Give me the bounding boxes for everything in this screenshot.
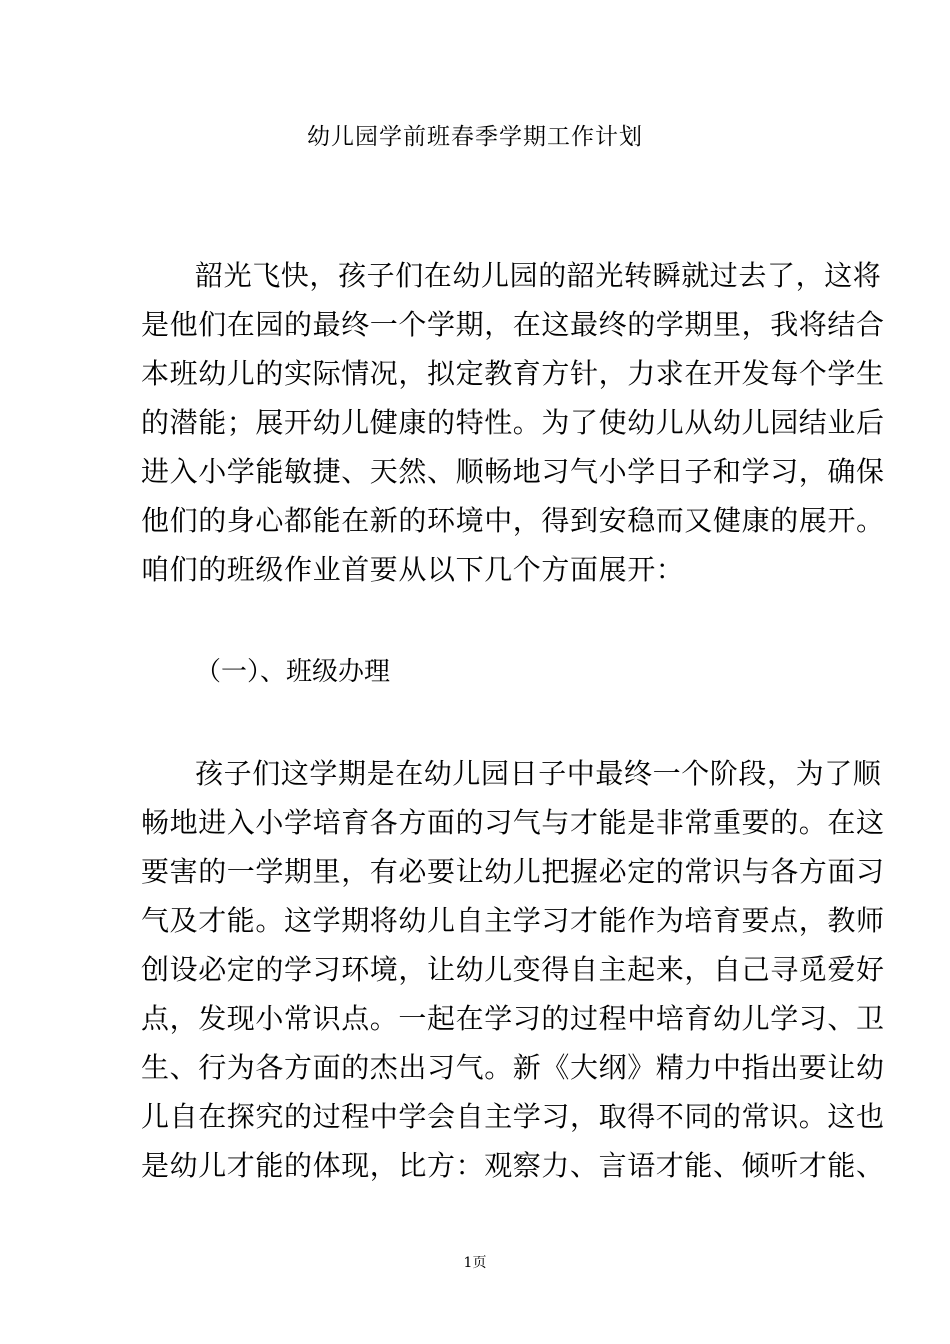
paragraph-2-line-8: 儿自在探究的过程中学会自主学习，取得不同的常识。这也 — [141, 1100, 885, 1133]
paragraph-2-line-4: 气及才能。这学期将幼儿自主学习才能作为培育要点，教师 — [141, 904, 885, 937]
paragraph-1-line-7: 咱们的班级作业首要从以下几个方面展开： — [141, 553, 685, 586]
paragraph-1-line-1: 韶光飞快，孩子们在幼儿园的韶光转瞬就过去了，这将 — [195, 259, 882, 292]
paragraph-2-line-2: 畅地进入小学培育各方面的习气与才能是非常重要的。在这 — [141, 806, 885, 839]
paragraph-2-line-1: 孩子们这学期是在幼儿园日子中最终一个阶段，为了顺 — [195, 757, 882, 790]
paragraph-2-line-6: 点，发现小常识点。一起在学习的过程中培育幼儿学习、卫 — [141, 1002, 885, 1035]
paragraph-1-line-4: 的潜能；展开幼儿健康的特性。为了使幼儿从幼儿园结业后 — [141, 406, 885, 439]
section-heading: （一）、班级办理 — [195, 657, 391, 687]
paragraph-1-line-5: 进入小学能敏捷、天然、顺畅地习气小学日子和学习，确保 — [141, 455, 885, 488]
paragraph-2-line-9: 是幼儿才能的体现，比方：观察力、言语才能、倾听才能、 — [141, 1149, 885, 1182]
paragraph-1-line-2: 是他们在园的最终一个学期，在这最终的学期里，我将结合 — [141, 308, 885, 341]
document-title: 幼儿园学前班春季学期工作计划 — [307, 124, 643, 150]
paragraph-2-line-5: 创设必定的学习环境，让幼儿变得自主起来，自己寻觅爱好 — [141, 953, 885, 986]
paragraph-2-line-7: 生、行为各方面的杰出习气。新《大纲》精力中指出要让幼 — [141, 1051, 885, 1084]
paragraph-1-line-6: 他们的身心都能在新的环境中，得到安稳而又健康的展开。 — [141, 504, 885, 537]
paragraph-2-line-3: 要害的一学期里，有必要让幼儿把握必定的常识与各方面习 — [141, 855, 885, 888]
paragraph-1-line-3: 本班幼儿的实际情况，拟定教育方针，力求在开发每个学生 — [141, 357, 885, 390]
page-number: 1页 — [463, 1255, 487, 1271]
